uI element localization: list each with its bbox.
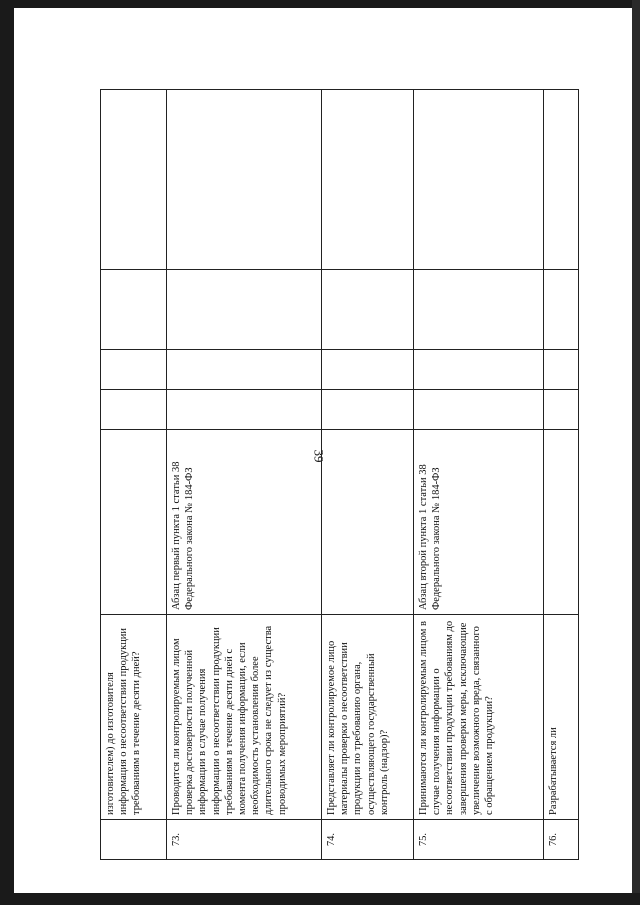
answer-no-cell <box>414 350 544 390</box>
answer-yes-cell <box>544 390 579 430</box>
reference-cell: Абзац второй пункта 1 статьи 38 Федерального закона № 184-ФЗ <box>414 430 544 615</box>
row-number: 74. <box>322 820 414 860</box>
row-number: 76. <box>544 820 579 860</box>
row-number: 73. <box>167 820 322 860</box>
reference-cell <box>544 430 579 615</box>
table-row <box>414 90 544 860</box>
answer-yes-cell <box>414 390 544 430</box>
answer-yes-cell <box>322 390 414 430</box>
table-row <box>167 90 322 860</box>
note-cell <box>414 90 544 270</box>
answer-na-cell <box>167 270 322 350</box>
question-cell: Проводится ли контролируемым лицом проверка достоверности полученной информации в случае получения информации о несоответствии продукции требованиям в течение десяти дней с момента получения информации, если необходимость установления более длительного срока не следует из существа проводимых мероприятий? <box>167 615 322 820</box>
question-cell: Принимаются ли контролируемым лицом в случае получения информации о несоответствии продукции требованиям до завершения проверки меры, исключающие увеличение возможного вреда, связанного с обращением продукции? <box>414 615 544 820</box>
table-row <box>322 90 414 860</box>
question-cell: изготовителем) до изготовителя информация о несоответствии продукции требованиям в течение десяти дней? <box>101 615 167 820</box>
note-cell <box>544 90 579 270</box>
checklist-table <box>100 89 579 860</box>
question-cell: Разрабатывается ли <box>544 615 579 820</box>
scan-border-right <box>632 0 640 905</box>
scan-border-left <box>0 0 14 905</box>
table-row <box>544 90 579 860</box>
row-number: 75. <box>414 820 544 860</box>
question-cell: Представляет ли контролируемое лицо материалы проверки о несоответствии продукции по требованию органа, осуществляющего государственный контроль (надзор)? <box>322 615 414 820</box>
reference-cell <box>322 430 414 615</box>
answer-na-cell <box>414 270 544 350</box>
reference-cell <box>101 430 167 615</box>
rotated-table-container <box>100 90 578 860</box>
answer-na-cell <box>101 270 167 350</box>
note-cell <box>101 90 167 270</box>
answer-yes-cell <box>167 390 322 430</box>
answer-no-cell <box>544 350 579 390</box>
page-number: 39 <box>311 449 327 463</box>
answer-no-cell <box>101 350 167 390</box>
answer-na-cell <box>322 270 414 350</box>
note-cell <box>322 90 414 270</box>
row-number <box>101 820 167 860</box>
note-cell <box>167 90 322 270</box>
answer-no-cell <box>322 350 414 390</box>
answer-na-cell <box>544 270 579 350</box>
scan-border-top <box>0 0 640 8</box>
scan-border-bottom <box>0 893 640 905</box>
answer-yes-cell <box>101 390 167 430</box>
reference-cell: Абзац первый пункта 1 статьи 38 Федерального закона № 184-ФЗ <box>167 430 322 615</box>
answer-no-cell <box>167 350 322 390</box>
table-row <box>101 90 167 860</box>
